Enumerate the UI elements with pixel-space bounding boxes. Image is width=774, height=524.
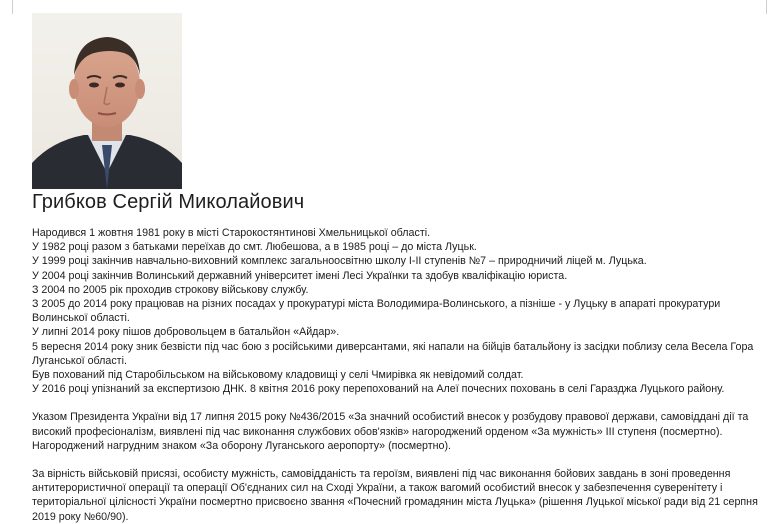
paragraph-spacer [32,396,760,410]
award-paragraph: Указом Президента України від 17 липня 2015 року №436/2015 «За значний особистий внесок у розбудову правової держави, самовіддані дії та високий професіоналізм, виявлені під час виконання службових обов'язків» нагороджений орденом «За мужність» ІІІ ступеня (посмертно). Нагороджений нагрудним знаком «За оборону Луганського аеропорту» (посмертно). [32,411,749,452]
portrait-photo-icon [32,13,182,189]
bio-line: З 2004 по 2005 рік проходив строкову військову службу. [32,283,309,296]
bio-line: У 1982 році разом з батьками переїхав до смт. Любешова, а в 1985 році – до міста Луцьк. [32,241,477,254]
bio-line: Народився 1 жовтня 1981 року в місті Старокостянтинові Хмельницької області. [32,227,431,239]
bio-line: Був похований під Старобільськом на військовому кладовищі у селі Чмирівка як невідомий солдат. [32,369,524,382]
paragraph-spacer [32,453,760,467]
biography-section [32,226,760,524]
bio-line: У липні 2014 року пішов добровольцем в батальйон «Айдар». [32,326,340,339]
page-corner-mark-left [12,0,13,14]
bio-line: У 2016 році упізнаний за експертизою ДНК. 8 квітня 2016 року перепохований на Алеї почесних поховань в селі Гаразджа Луцького району. [32,383,725,396]
bio-line: З 2005 до 2014 року працював на різних посадах у прокуратурі міста Володимира-Волинського, а пізніше - у Луцьку в апараті прокуратури Волинської області. [32,298,721,325]
honor-paragraph: За вірність військовій присязі, особисту мужність, самовідданість та героїзм, виявлені під час виконання бойових завдань в зоні проведення антитерористичної операції та операції Об'єднаних сил на Сході України, а також вагомий особистий внесок у забезпечення суверенітету і територіальної цілісності України посмертно присвоєно звання «Почесний громадянин міста Луцька» (рішення Луцької міської ради від 21 серпня 2019 року №60/90). [32,468,758,523]
bio-line: У 2004 році закінчив Волинський державний університет імені Лесі Українки та здобув кваліфікацію юриста. [32,269,568,282]
portrait-photo [32,13,182,189]
page-corner-mark-right [766,0,767,14]
bio-line: 5 вересня 2014 року зник безвісти під час бою з російськими диверсантами, які напали на бійців батальйону із засідки поблизу села Весела Гора Луганської області. [32,340,754,367]
bio-line: У 1999 році закінчив навчально-виховний комплекс загальноосвітню школу І-ІІ ступенів №7 – природничий ліцей м. Луцька. [32,255,647,268]
person-name: Грибков Сергій Миколайович [32,191,305,213]
